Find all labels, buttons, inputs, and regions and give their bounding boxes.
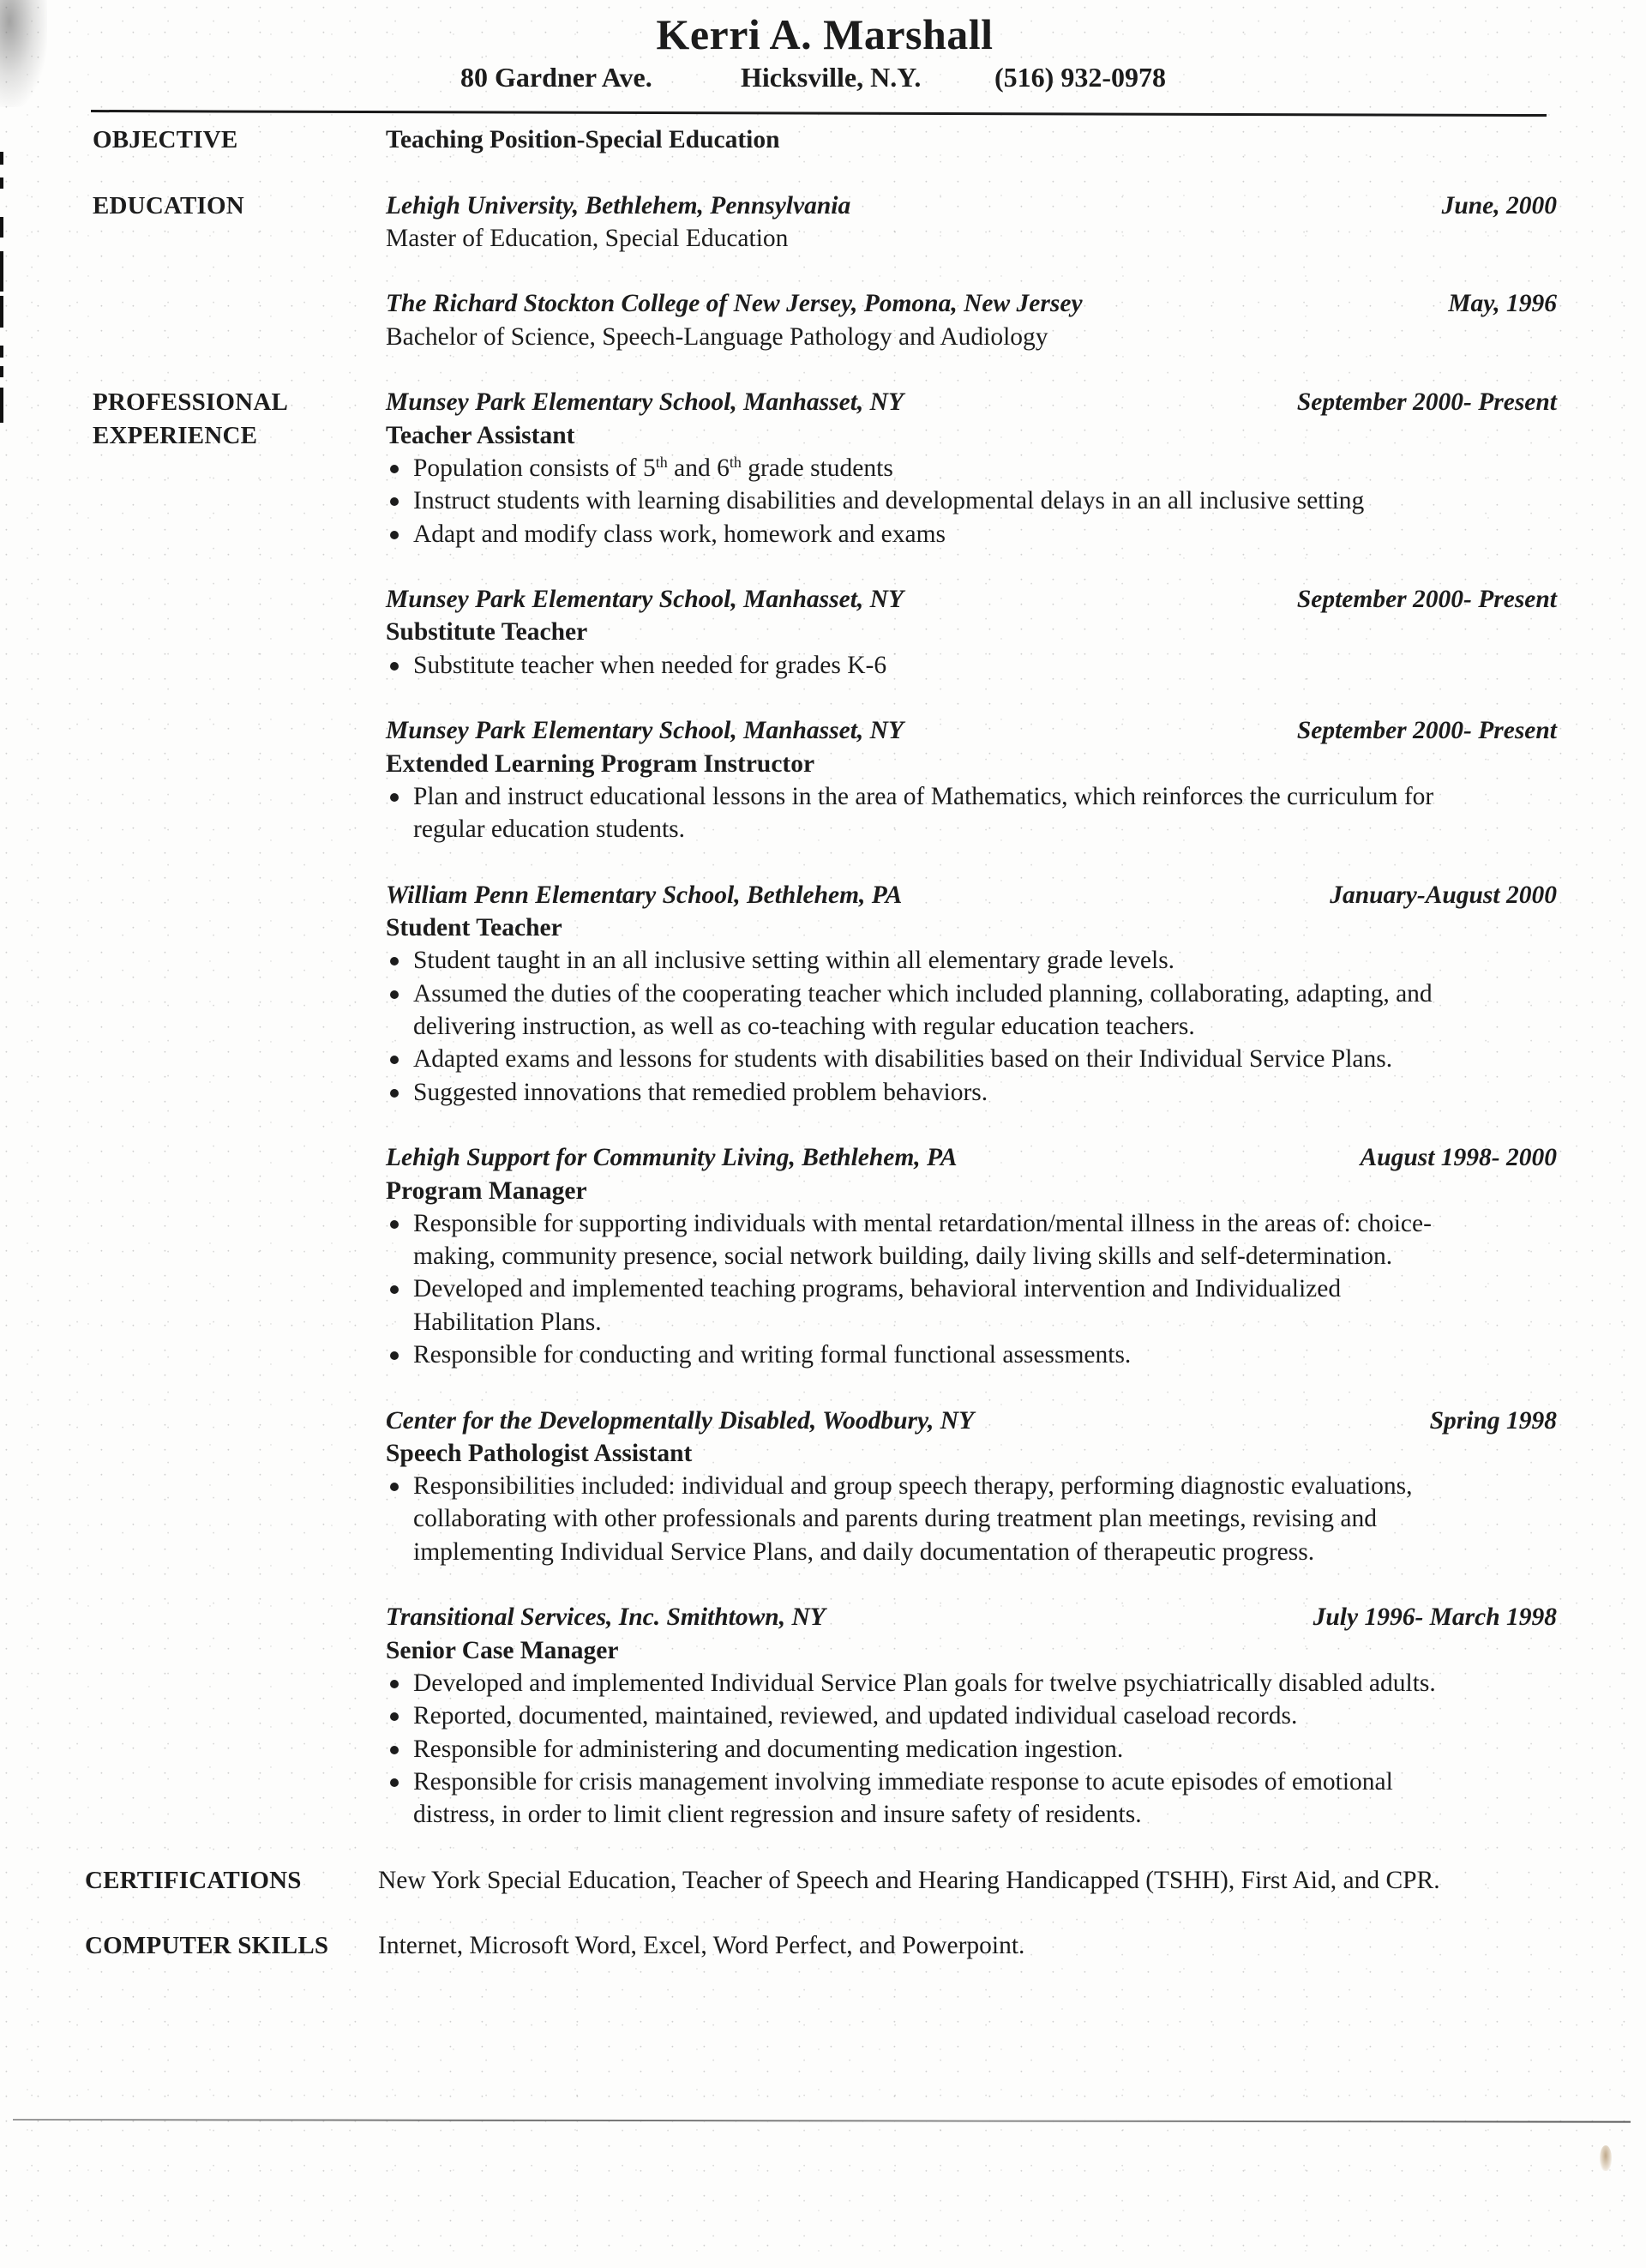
bullet-icon: [390, 793, 399, 802]
job-bullet: [386, 780, 1557, 846]
header-divider: [91, 110, 1547, 117]
certifications-text: New York Special Education, Teacher of Speech and Hearing Handicapped (TSHH), First Aid, and CPR.: [378, 1866, 1440, 1894]
job-bullet: [386, 1272, 1557, 1339]
job-bullet: [386, 1470, 1557, 1568]
job-bullet: [386, 452, 1557, 484]
bullet-icon: [390, 1712, 399, 1721]
bullet-icon: [390, 531, 399, 539]
page-bottom-edge: [13, 2119, 1631, 2123]
section-label-education: EDUCATION: [93, 191, 244, 220]
bullet-text: Adapt and modify class work, homework and exams: [413, 520, 946, 548]
job-entry: [386, 714, 1557, 845]
bullet-text: Responsible for administering and documenting medication ingestion.: [413, 1735, 1124, 1763]
resume-body: [0, 123, 1646, 1995]
school-name: Lehigh University, Bethlehem, Pennsylvania: [386, 191, 851, 220]
education-entry-header: [386, 287, 1557, 320]
section-certifications: [0, 1864, 1646, 1897]
job-title: Senior Case Manager: [386, 1636, 619, 1664]
bullet-text: Responsibilities included: individual and group speech therapy, performing diagnostic evaluations,: [413, 1472, 1413, 1501]
bullet-icon: [390, 990, 399, 999]
contact-address: 80 Gardner Ave.: [460, 62, 652, 93]
section-label-objective: OBJECTIVE: [93, 126, 238, 153]
job-dates: July 1996- March 1998: [1313, 1603, 1557, 1632]
job-bullet: [386, 1076, 1557, 1109]
bullet-text: Adapted exams and lessons for students with disabilities based on their Individual Service Plans.: [413, 1045, 1393, 1074]
education-date: June, 2000: [1441, 191, 1557, 220]
ordinal-suffix: th: [729, 453, 742, 471]
resume-name: Kerri A. Marshall: [656, 10, 994, 58]
job-entry: [386, 1405, 1557, 1568]
section-objective: [0, 123, 1646, 156]
job-entry: [386, 386, 1557, 550]
job-dates: September 2000- Present: [1296, 717, 1557, 745]
job-bullet: [386, 518, 1557, 550]
section-education: [0, 190, 1646, 353]
job-bullet: [386, 1339, 1557, 1371]
bullet-icon: [390, 465, 399, 473]
job-bullet: [386, 1733, 1557, 1766]
job-entry: [386, 1141, 1557, 1371]
bullet-icon: [390, 497, 399, 506]
job-title: Program Manager: [386, 1176, 587, 1205]
job-title: Student Teacher: [386, 914, 562, 942]
job-bullet: [386, 1766, 1557, 1832]
bullet-text: delivering instruction, as well as co-teaching with regular education teachers.: [413, 1013, 1195, 1041]
section-computer-skills: [0, 1929, 1646, 1962]
degree-name: Bachelor of Science, Speech-Language Pathology and Audiology: [386, 322, 1048, 351]
bullet-text: Plan and instruct educational lessons in the area of Mathematics, which reinforces the curriculum for: [413, 782, 1434, 810]
job-organization: Center for the Developmentally Disabled, Woodbury, NY: [386, 1406, 975, 1435]
bullet-icon: [390, 1089, 399, 1098]
bullet-text-part: grade students: [741, 454, 893, 482]
job-entry: [386, 1601, 1557, 1831]
bullet-text: regular education students.: [413, 815, 686, 844]
job-dates: September 2000- Present: [1296, 388, 1557, 417]
section-label-computer-skills: COMPUTER SKILLS: [85, 1932, 329, 1960]
education-date: May, 1996: [1448, 290, 1557, 318]
bullet-icon: [390, 1056, 399, 1064]
job-title: Speech Pathologist Assistant: [386, 1439, 693, 1467]
job-entry: [386, 879, 1557, 1109]
bullet-text: Developed and implemented Individual Service Plan goals for twelve psychiatrically disabled adults.: [413, 1669, 1436, 1697]
bullet-text: Assumed the duties of the cooperating teacher which included planning, collaborating, adapting, and: [413, 979, 1433, 1008]
degree-name: Master of Education, Special Education: [386, 224, 789, 252]
bullet-icon: [390, 1220, 399, 1229]
education-entry-header: [386, 190, 1557, 222]
job-organization: Munsey Park Elementary School, Manhasset, NY: [386, 586, 904, 614]
job-bullet: [386, 1207, 1557, 1273]
job-header: [386, 583, 1557, 616]
contact-city: Hicksville, N.Y.: [741, 62, 922, 93]
job-bullet: [386, 978, 1557, 1044]
job-bullet: [386, 1699, 1557, 1732]
job-title: Teacher Assistant: [386, 421, 575, 449]
bullet-icon: [390, 1680, 399, 1688]
bullet-icon: [390, 662, 399, 671]
job-header: [386, 1405, 1557, 1437]
job-dates: September 2000- Present: [1296, 586, 1557, 614]
bullet-icon: [390, 1483, 399, 1491]
job-organization: Munsey Park Elementary School, Manhasset, NY: [386, 388, 904, 417]
bullet-text: making, community presence, social network building, daily living skills and self-determination.: [413, 1242, 1393, 1271]
bullet-icon: [390, 1746, 399, 1754]
bullet-icon: [390, 1778, 399, 1787]
job-bullet: [386, 484, 1557, 517]
education-entry: [386, 287, 1557, 353]
bullet-text: implementing Individual Service Plans, and daily documentation of therapeutic progress.: [413, 1537, 1315, 1566]
bullet-icon: [390, 1351, 399, 1360]
job-title: Substitute Teacher: [386, 618, 588, 647]
job-bullet: [386, 944, 1557, 977]
education-entry: [386, 190, 1557, 256]
job-header: [386, 1601, 1557, 1633]
job-entry: [386, 583, 1557, 682]
section-label-certifications: CERTIFICATIONS: [85, 1866, 302, 1894]
job-header: [386, 714, 1557, 747]
job-bullet: [386, 1667, 1557, 1699]
paper-stain: [1600, 2145, 1612, 2171]
bullet-text-part: and 6: [667, 454, 730, 482]
job-organization: Transitional Services, Inc. Smithtown, NY: [386, 1603, 826, 1632]
job-bullet: [386, 1043, 1557, 1075]
section-experience: [0, 386, 1646, 1831]
bullet-text: Suggested innovations that remedied problem behaviors.: [413, 1078, 988, 1106]
school-name: The Richard Stockton College of New Jersey, Pomona, New Jersey: [386, 290, 1083, 318]
contact-phone: (516) 932-0978: [994, 62, 1166, 93]
job-organization: William Penn Elementary School, Bethlehem, PA: [386, 881, 903, 909]
bullet-text: Developed and implemented teaching programs, behavioral intervention and Individualized: [413, 1275, 1342, 1303]
bullet-text: Student taught in an all inclusive setting within all elementary grade levels.: [413, 947, 1175, 975]
bullet-text: distress, in order to limit client regression and insure safety of residents.: [413, 1801, 1142, 1829]
bullet-text: Instruct students with learning disabilities and developmental delays in an all inclusive setting: [413, 487, 1365, 515]
bullet-text: collaborating with other professionals and parents during treatment plan meetings, revising and: [413, 1505, 1377, 1533]
job-organization: Munsey Park Elementary School, Manhasset, NY: [386, 717, 904, 745]
bullet-text: [413, 452, 1557, 484]
bullet-text: Habilitation Plans.: [413, 1308, 602, 1336]
job-title: Extended Learning Program Instructor: [386, 749, 815, 778]
job-header: [386, 879, 1557, 911]
ordinal-suffix: th: [655, 453, 668, 471]
job-dates: Spring 1998: [1429, 1406, 1557, 1435]
bullet-text: Reported, documented, maintained, reviewed, and updated individual caseload records.: [413, 1702, 1298, 1730]
bullet-text: Responsible for conducting and writing formal functional assessments.: [413, 1340, 1132, 1369]
job-dates: January-August 2000: [1330, 881, 1557, 909]
bullet-icon: [390, 957, 399, 966]
job-bullet: [386, 649, 1557, 682]
bullet-text: Responsible for supporting individuals with mental retardation/mental illness in the areas of: choice-: [413, 1209, 1432, 1237]
bullet-text: Substitute teacher when needed for grades K-6: [413, 651, 887, 679]
objective-text: Teaching Position-Special Education: [386, 126, 780, 153]
bullet-icon: [390, 1285, 399, 1294]
section-label-experience: PROFESSIONAL EXPERIENCE: [93, 388, 288, 449]
job-organization: Lehigh Support for Community Living, Bethlehem, PA: [386, 1144, 958, 1172]
job-header: [386, 1141, 1557, 1174]
job-header: [386, 386, 1557, 418]
job-dates: August 1998- 2000: [1360, 1144, 1557, 1172]
computer-skills-text: Internet, Microsoft Word, Excel, Word Perfect, and Powerpoint.: [378, 1932, 1025, 1960]
bullet-text-part: Population consists of 5: [413, 454, 656, 482]
bullet-text: Responsible for crisis management involving immediate response to acute episodes of emotional: [413, 1767, 1393, 1796]
